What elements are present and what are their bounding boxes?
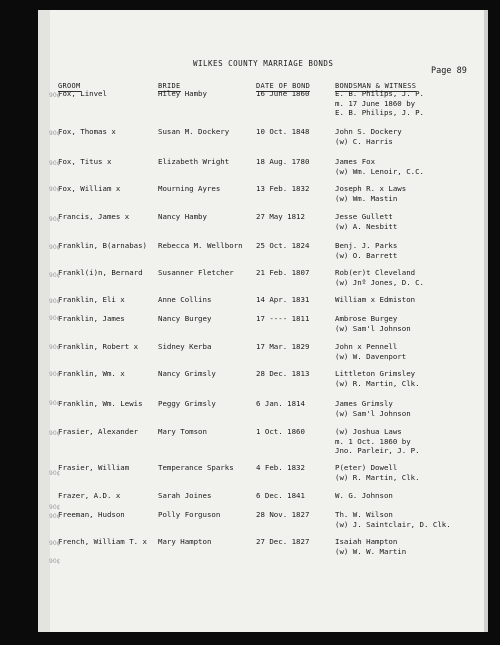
- bondsman-witness-line: (w) J. Saintclair, D. Clk.: [335, 519, 451, 529]
- bondsman-witness-line: (w) Wm. Mastin: [335, 193, 398, 203]
- margin-mark: 90¢: [49, 344, 61, 351]
- bond-date: 17 ---- 1811: [256, 314, 310, 323]
- groom-name: Franklin, Wm. Lewis: [58, 399, 143, 408]
- margin-mark: 90¢: [49, 371, 61, 378]
- bond-date: 17 Mar. 1829: [256, 342, 310, 351]
- column-header-bondsman: BONDSMAN & WITNESS: [335, 82, 417, 90]
- groom-name: Franklin, James: [58, 314, 125, 323]
- groom-name: French, William T. x: [58, 537, 147, 546]
- bondsman-witness-line: (w) C. Harris: [335, 136, 393, 146]
- bride-name: Mourning Ayres: [158, 184, 221, 193]
- bondsman-witness-line: (w) R. Martin, Clk.: [335, 472, 420, 482]
- bride-name: Nancy Burgey: [158, 314, 212, 323]
- groom-name: Fox, William x: [58, 184, 121, 193]
- margin-mark: 90¢: [49, 272, 61, 279]
- margin-mark: 90¢: [49, 504, 61, 511]
- column-header-date: DATE OF BOND: [256, 82, 311, 90]
- bondsman-witness-line: (w) R. Martin, Clk.: [335, 378, 420, 388]
- bond-date: 28 Nov. 1827: [256, 510, 310, 519]
- bondsman-witness-line: (w) Sam'l Johnson: [335, 408, 411, 418]
- bride-name: Elizabeth Wright: [158, 157, 230, 166]
- column-header-bride: BRIDE: [158, 82, 181, 90]
- bride-name: Temperance Sparks: [158, 463, 234, 472]
- bondsman-witness-line: Benj. J. Parks: [335, 241, 398, 250]
- margin-mark: 90¢: [49, 470, 61, 477]
- margin-mark: 90¢: [49, 160, 61, 167]
- bondsman-witness-line: (w) O. Barrett: [335, 250, 398, 260]
- bondsman-witness-line: W. G. Johnson: [335, 491, 393, 500]
- bondsman-witness-line: m. 1 Oct. 1860 by: [335, 436, 411, 446]
- bondsman-witness-line: Ambrose Burgey: [335, 314, 398, 323]
- bondsman-witness-line: Rob(er)t Cleveland: [335, 268, 416, 277]
- bondsman-witness-line: John x Pennell: [335, 342, 398, 351]
- bond-date: 21 Feb. 1807: [256, 268, 310, 277]
- bondsman-witness-line: James Fox: [335, 157, 376, 166]
- groom-name: Frasier, Alexander: [58, 427, 139, 436]
- margin-mark: 90¢: [49, 298, 61, 305]
- bride-name: Peggy Grimsly: [158, 399, 216, 408]
- bondsman-witness-line: (w) W. W. Martin: [335, 546, 407, 556]
- margin-mark: 90¢: [49, 216, 61, 223]
- margin-mark: 90¢: [49, 130, 61, 137]
- bondsman-witness-line: E. B. Philips, J. P.: [335, 108, 424, 117]
- bond-date: 10 Oct. 1848: [256, 127, 310, 136]
- bondsman-witness-line: (w) A. Nesbitt: [335, 221, 398, 231]
- bride-name: Sarah Joines: [158, 491, 212, 500]
- bond-date: 14 Apr. 1831: [256, 295, 310, 304]
- bride-name: Rebecca M. Wellborn: [158, 241, 243, 250]
- bond-date: 27 May 1812: [256, 212, 305, 221]
- bondsman-witness-line: Jesse Gullett: [335, 212, 393, 221]
- bond-date: 6 Dec. 1841: [256, 491, 305, 500]
- groom-name: Frasier, William: [58, 463, 130, 472]
- groom-name: Freeman, Hudson: [58, 510, 125, 519]
- margin-mark: 90¢: [49, 430, 61, 437]
- bride-name: Mary Hampton: [158, 537, 212, 546]
- bondsman-witness-line: (w) Sam'l Johnson: [335, 323, 411, 333]
- page-number: Page 89: [431, 66, 467, 76]
- groom-name: Fox, Titus x: [58, 157, 112, 166]
- bond-date: 4 Feb. 1832: [256, 463, 305, 472]
- margin-mark: 90¢: [49, 540, 61, 547]
- bond-date: 25 Oct. 1824: [256, 241, 310, 250]
- bondsman-witness-line: John S. Dockery: [335, 127, 402, 136]
- bond-date: 1 Oct. 1860: [256, 427, 305, 436]
- bride-name: Nancy Hamby: [158, 212, 207, 221]
- bondsman-witness-line: William x Edmiston: [335, 295, 416, 304]
- groom-name: Fox, Thomas x: [58, 127, 116, 136]
- margin-mark: 90¢: [49, 244, 61, 251]
- bondsman-witness-line: (w) Joshua Laws: [335, 427, 402, 436]
- margin-mark: 90¢: [49, 315, 61, 322]
- groom-name: Franklin, Robert x: [58, 342, 139, 351]
- bondsman-witness-line: Th. W. Wilson: [335, 510, 393, 519]
- bride-name: Susan M. Dockery: [158, 127, 230, 136]
- bond-date: 13 Feb. 1832: [256, 184, 310, 193]
- bondsman-witness-line: Joseph R. x Laws: [335, 184, 407, 193]
- bride-name: Anne Collins: [158, 295, 212, 304]
- margin-mark: 90¢: [49, 400, 61, 407]
- margin-mark: 90¢: [49, 513, 61, 520]
- bride-name: Mary Tomson: [158, 427, 207, 436]
- column-header-groom: GROOM: [58, 82, 81, 90]
- bondsman-witness-line: (w) Wm. Lenoir, C.C.: [335, 166, 424, 176]
- bondsman-witness-line: Jno. Parleir, J. P.: [335, 446, 420, 455]
- bride-name: Sidney Kerba: [158, 342, 212, 351]
- bride-name: Nancy Grimsly: [158, 369, 216, 378]
- bride-name: Polly Forguson: [158, 510, 221, 519]
- bondsman-witness-line: m. 17 June 1860 by: [335, 98, 416, 108]
- page-right-edge: [484, 10, 488, 632]
- groom-name: Frankl(i)n, Bernard: [58, 268, 143, 277]
- margin-mark: 90¢: [49, 558, 61, 565]
- groom-name: Franklin, Eli x: [58, 295, 125, 304]
- bondsman-witness-line: James Grimsly: [335, 399, 393, 408]
- bondsman-witness-line: P(eter) Dowell: [335, 463, 398, 472]
- bond-date: 18 Aug. 1780: [256, 157, 310, 166]
- margin-mark: 90¢: [49, 186, 61, 193]
- document-page: [38, 10, 488, 632]
- bride-name: Susanner Fletcher: [158, 268, 234, 277]
- bond-date: 6 Jan. 1814: [256, 399, 305, 408]
- margin-mark: 90¢: [49, 92, 61, 99]
- groom-name: Francis, James x: [58, 212, 130, 221]
- bondsman-witness-line: (w) Jnº Jones, D. C.: [335, 277, 424, 287]
- document-title: WILKES COUNTY MARRIAGE BONDS: [193, 59, 334, 68]
- groom-name: Franklin, Wm. x: [58, 369, 125, 378]
- bride-name: Hiley Hamby: [158, 89, 207, 98]
- bondsman-witness-line: E. B. Philips, J. P.: [335, 89, 424, 98]
- bond-date: 16 June 1860: [256, 89, 310, 98]
- bondsman-witness-line: Littleton Grimsley: [335, 369, 416, 378]
- groom-name: Franklin, B(arnabas): [58, 241, 147, 250]
- groom-name: Frazer, A.D. x: [58, 491, 121, 500]
- groom-name: Fox, Linvel: [58, 89, 107, 98]
- bond-date: 27 Dec. 1827: [256, 537, 310, 546]
- bondsman-witness-line: Isaiah Hampton: [335, 537, 398, 546]
- bond-date: 28 Dec. 1813: [256, 369, 310, 378]
- bondsman-witness-line: (w) W. Davenport: [335, 351, 407, 361]
